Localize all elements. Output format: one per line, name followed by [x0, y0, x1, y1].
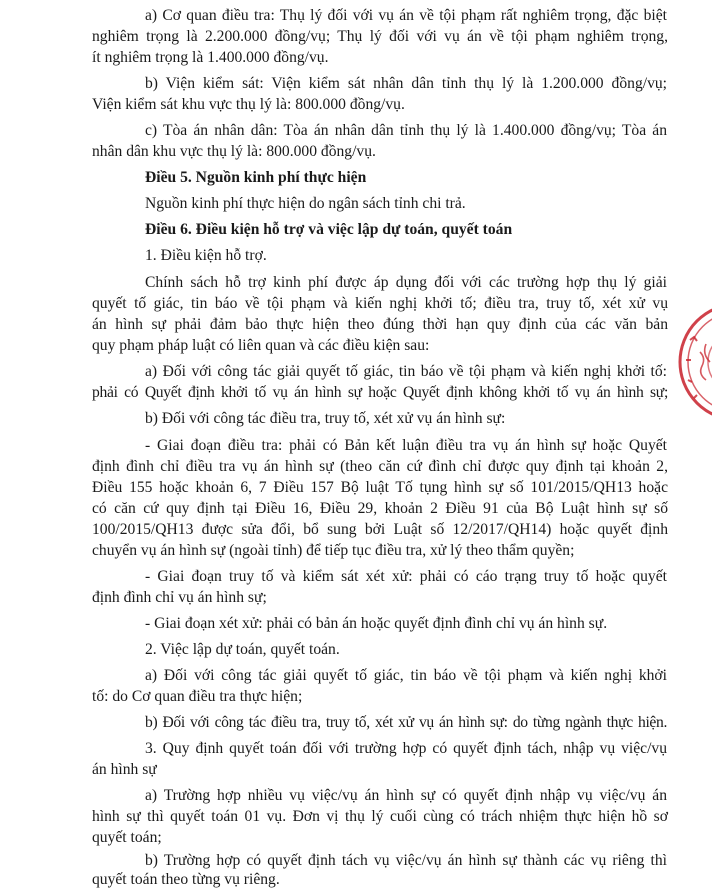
paragraph-line: a) Đối với công tác giải quyết tố giác, tin báo về tội phạm và kiến nghị khởi	[145, 667, 667, 684]
paragraph-line: 1. Điều kiện hỗ trợ.	[145, 247, 267, 264]
paragraph-line: a) Đối với công tác giải quyết tố giác, tin báo về tội phạm và kiến nghị khởi tố:	[145, 363, 667, 380]
paragraph-line: a) Trường hợp nhiều vụ việc/vụ án hình sự có quyết định nhập vụ việc/vụ án	[145, 787, 667, 804]
paragraph-line: Nguồn kinh phí thực hiện do ngân sách tỉnh chi trả.	[145, 195, 466, 212]
paragraph-line: 100/2015/QH13 được sửa đổi, bổ sung bởi Luật số 12/2017/QH14) hoặc quyết định	[92, 521, 668, 538]
paragraph-line: có căn cứ quy định tại Điều 16, Điều 29, khoản 2 Điều 91 của Bộ Luật hình sự số	[92, 500, 668, 517]
paragraph-line: tố: do Cơ quan điều tra thực hiện;	[92, 688, 303, 705]
paragraph-line: c) Tòa án nhân dân: Tòa án nhân dân tỉnh thụ lý là 1.400.000 đồng/vụ; Tòa án	[145, 122, 667, 139]
paragraph-line: quyết toán theo từng vụ riêng.	[92, 871, 280, 888]
paragraph-line: a) Cơ quan điều tra: Thụ lý đối với vụ án về tội phạm rất nghiêm trọng, đặc biệt	[145, 7, 667, 24]
paragraph-line: án hình sự	[92, 761, 157, 778]
article-5-heading: Điều 5. Nguồn kinh phí thực hiện	[145, 169, 367, 186]
paragraph-line: 2. Việc lập dự toán, quyết toán.	[145, 641, 340, 658]
paragraph-line: án hình sự phải đảm bảo thực hiện theo đúng thời hạn quy định của các văn bản	[92, 316, 668, 333]
paragraph-line: - Giai đoạn điều tra: phải có Bản kết luận điều tra vụ án hình sự hoặc Quyết	[145, 437, 667, 454]
paragraph-line: phải có Quyết định khởi tố vụ án hình sự hoặc Quyết định không khởi tố vụ án hình sự;	[92, 384, 668, 401]
paragraph-line: nghiêm trọng là 2.200.000 đồng/vụ; Thụ lý đối với vụ án về tội phạm nghiêm trọng,	[92, 28, 668, 45]
paragraph-line: - Giai đoạn xét xử: phải có bản án hoặc quyết định đình chỉ vụ án hình sự.	[145, 615, 608, 632]
paragraph-line: định đình chỉ điều tra vụ án hình sự (theo căn cứ đình chỉ được quy định tại khoản 2,	[92, 458, 668, 475]
paragraph-line: b) Đối với công tác điều tra, truy tố, xét xử vụ án hình sự:	[145, 410, 506, 427]
paragraph-line: Điều 155 hoặc khoản 6, 7 Điều 157 Bộ luật Tố tụng hình sự số 101/2015/QH13 hoặc	[92, 479, 668, 496]
paragraph-line: - Giai đoạn truy tố và kiểm sát xét xử: phải có cáo trạng truy tố hoặc quyết	[145, 568, 667, 585]
article-6-heading: Điều 6. Điều kiện hỗ trợ và việc lập dự toán, quyết toán	[145, 221, 513, 238]
paragraph-line: hình sự thì quyết toán 01 vụ. Đơn vị thụ lý cuối cùng có trách nhiệm thực hiện hồ sơ	[92, 808, 668, 825]
paragraph-line: Chính sách hỗ trợ kinh phí được áp dụng đối với các trường hợp thụ lý giải	[145, 274, 667, 291]
paragraph-line: nhân dân khu vực thụ lý là: 800.000 đồng/vụ.	[92, 143, 376, 160]
paragraph-line: Viện kiểm sát khu vực thụ lý là: 800.000 đồng/vụ.	[92, 96, 405, 113]
red-seal-stamp-fragment	[676, 300, 712, 430]
paragraph-line: định đình chỉ vụ án hình sự;	[92, 589, 267, 606]
paragraph-line: b) Viện kiểm sát: Viện kiểm sát nhân dân tỉnh thụ lý là 1.200.000 đồng/vụ;	[145, 75, 667, 92]
paragraph-line: quyết tố giác, tin báo về tội phạm và kiến nghị khởi tố; điều tra, truy tố, xét xử vụ	[92, 295, 668, 312]
paragraph-line: quyết toán;	[92, 829, 162, 846]
paragraph-line: chuyển vụ án hình sự (ngoài tỉnh) để tiếp tục điều tra, xử lý theo thẩm quyền;	[92, 542, 575, 559]
paragraph-line: b) Đối với công tác điều tra, truy tố, xét xử vụ án hình sự: do từng ngành thực hiện.	[145, 714, 667, 731]
paragraph-line: ít nghiêm trọng là 1.400.000 đồng/vụ.	[92, 49, 329, 66]
paragraph-line: quy phạm pháp luật có liên quan và các điều kiện sau:	[92, 337, 430, 354]
paragraph-line: b) Trường hợp có quyết định tách vụ việc/vụ án hình sự thành các vụ riêng thì	[145, 852, 667, 869]
paragraph-line: 3. Quy định quyết toán đối với trường hợp có quyết định tách, nhập vụ việc/vụ	[145, 740, 667, 757]
